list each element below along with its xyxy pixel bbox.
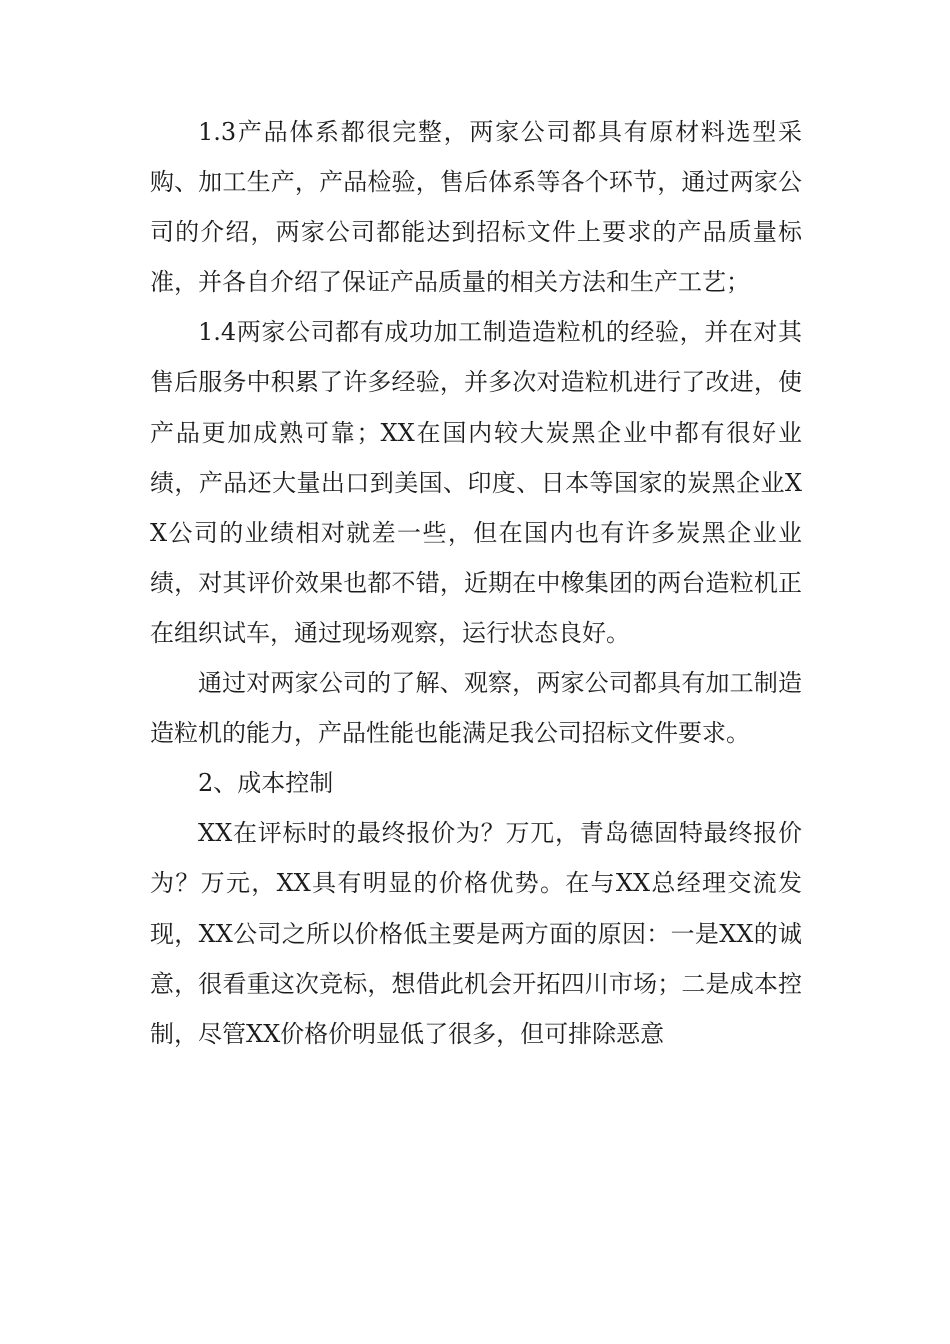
section-heading-cost-control: 2、成本控制 <box>198 769 334 798</box>
paragraph-manufacturing-experience: 1.4两家公司都有成功加工制造造粒机的经验，并在对其售后服务中积累了许多经验，并多次对造粒机进行了改进，使产品更加成熟可靠；XX在国内较大炭黑企业中都有很好业绩，产品还大量出口到美国、印度、日本等国家的炭黑企业XX公司的业绩相对就差一些，但在国内也有许多炭黑企业业绩，对其评价效果也都不错，近期在中橡集团的两台造粒机正在组织试车，通过现场观察，运行状态良好。 <box>150 318 802 647</box>
paragraph-cost-control: XX在评标时的最终报价为？万兀，青岛德固特最终报价为？万元，XX具有明显的价格优势。在与XX总经理交流发现，XX公司之所以价格低主要是两方面的原因：一是XX的诚意，很看重这次竞标，想借此机会开拓四川市场；二是成本控制，尽管XX价格价明显低了很多，但可排除恶意 <box>150 819 802 1048</box>
document-body <box>150 107 802 1059</box>
paragraph-product-system: 1.3产品体系都很完整，两家公司都具有原材料选型采购、加工生产，产品检验，售后体系等各个环节，通过两家公司的介绍，两家公司都能达到招标文件上要求的产品质量标准，并各自介绍了保证产品质量的相关方法和生产工艺； <box>150 118 802 297</box>
paragraph-capability-summary: 通过对两家公司的了解、观察，两家公司都具有加工制造造粒机的能力，产品性能也能满足我公司招标文件要求。 <box>150 669 802 748</box>
